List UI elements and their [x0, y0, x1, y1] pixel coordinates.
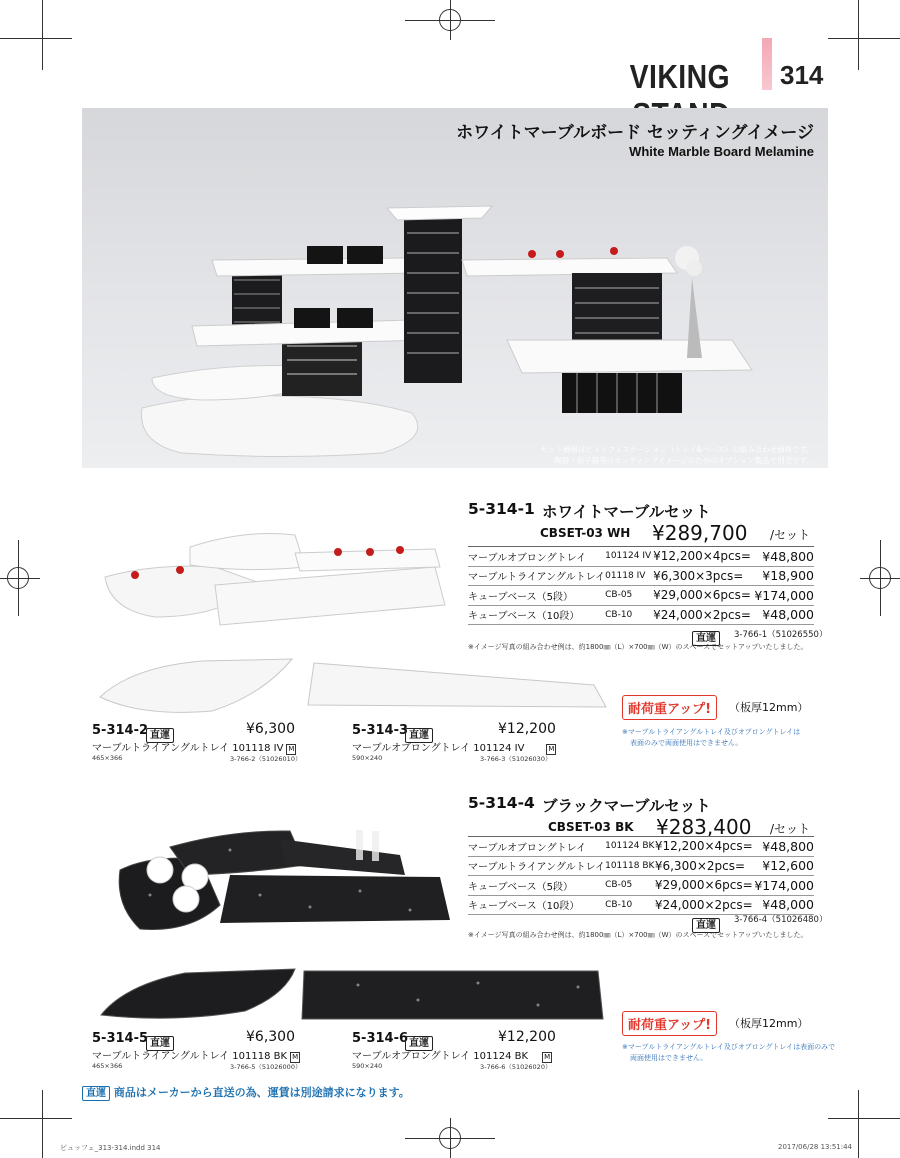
- page-number: 314: [780, 60, 824, 90]
- row-model: 01118 IV: [605, 566, 653, 586]
- item-3-direct: 直運: [405, 723, 433, 743]
- row-calc: ¥6,300×3pcs=: [653, 566, 754, 586]
- shipping-note-text: 商品はメーカーから直送の為、運賃は別途請求になります。: [113, 1086, 410, 1099]
- row-name: マーブルオブロングトレイ: [468, 837, 605, 857]
- item-6-ref: 3-766-6（51026020）: [480, 1063, 552, 1071]
- white-set-unit: /セット: [770, 528, 811, 542]
- black-thickness: （板厚12mm）: [729, 1017, 809, 1030]
- hero-subtitle: White Marble Board Melamine: [629, 144, 814, 159]
- row-calc: ¥12,200×4pcs=: [655, 837, 755, 857]
- row-total: ¥48,000: [754, 895, 814, 915]
- row-total: ¥48,800: [754, 547, 814, 567]
- black-set-note: ※イメージ写真の組み合わせ例は、約1800㎜（L）×700㎜（W）のスペースでセットアップいたしました。: [468, 931, 808, 939]
- row-calc: ¥29,000×6pcs=: [655, 876, 755, 896]
- black-direct-badge: 直運: [692, 913, 720, 933]
- row-name: キューブベース（5段）: [468, 586, 605, 606]
- item-2-size: 465×366: [92, 754, 123, 762]
- white-thickness: （板厚12mm）: [729, 701, 809, 714]
- table-row: [468, 605, 814, 625]
- table-row: [468, 837, 814, 857]
- white-triangle-tray-photo: [92, 655, 302, 717]
- black-triangle-tray-photo: [95, 965, 300, 1025]
- row-model: 101124 IV: [605, 547, 653, 567]
- row-calc: ¥29,000×6pcs=: [653, 586, 754, 606]
- white-set-table: [468, 546, 814, 625]
- black-oblong-tray-photo: [298, 965, 608, 1025]
- black-set-unit: /セット: [770, 822, 811, 836]
- item-2-ref: 3-766-2（51026010）: [230, 755, 302, 763]
- row-model: 101124 BK: [605, 837, 655, 857]
- black-set-model: CBSET-03 BK: [548, 820, 634, 834]
- item-6-direct: 直運: [405, 1031, 433, 1051]
- white-load-badge: 耐荷重アップ!: [622, 695, 717, 720]
- table-row: [468, 895, 814, 915]
- row-name: マーブルトライアングルトレイ: [468, 566, 605, 586]
- white-set-photo: [95, 525, 450, 635]
- black-load-note-1: ※マーブルトライアングルトレイ及びオブロングトレイは表面のみで: [622, 1043, 836, 1051]
- buffet-setting-illustration: [82, 108, 828, 468]
- white-set-name: ホワイトマーブルセット: [542, 503, 711, 521]
- white-set-note: ※イメージ写真の組み合わせ例は、約1800㎜（L）×700㎜（W）のスペースでセットアップいたしました。: [468, 643, 808, 651]
- accent-bar: [762, 38, 772, 90]
- row-calc: ¥12,200×4pcs=: [653, 547, 754, 567]
- hero-title: ホワイトマーブルボード セッティングイメージ: [456, 123, 814, 143]
- item-6-name: マーブルオブロングトレイ 101124 BK M: [352, 1051, 551, 1062]
- black-load-badge: 耐荷重アップ!: [622, 1011, 717, 1036]
- item-6-size: 590×240: [352, 1062, 383, 1070]
- row-total: ¥18,900: [754, 566, 814, 586]
- table-row: [468, 876, 814, 896]
- print-timestamp: 2017/06/28 13:51:44: [778, 1143, 853, 1151]
- table-row: [468, 566, 814, 586]
- item-2-code: 5-314-2: [92, 723, 149, 738]
- item-5-name: マーブルトライアングルトレイ 101118 BK M: [92, 1051, 299, 1062]
- table-row: [468, 586, 814, 606]
- table-row: [468, 856, 814, 876]
- hero-note-line-1: セット価格はビュッフェステーション（トレイ&ベース）の組み合わせ価格です。: [540, 445, 814, 454]
- row-name: キューブベース（5段）: [468, 876, 605, 896]
- brand-title: VIKING: [629, 58, 730, 95]
- black-set-code: 5-314-4: [468, 794, 535, 812]
- white-set-model: CBSET-03 WH: [540, 526, 631, 540]
- row-total: ¥12,600: [754, 856, 814, 876]
- black-catalog-ref: 3-766-4（51026480）: [734, 915, 828, 925]
- item-3-ref: 3-766-3（51026030）: [480, 755, 552, 763]
- black-set-photo: [110, 825, 455, 937]
- hero-note-line-2: 陶器・硝子器等はセッティングイメージのためのオプション製品で別売です。: [554, 456, 814, 465]
- item-2-price: ¥6,300: [246, 721, 295, 737]
- item-5-code: 5-314-5: [92, 1031, 149, 1046]
- black-set-name: ブラックマーブルセット: [542, 797, 711, 815]
- item-2-name: マーブルトライアングルトレイ 101118 IV M: [92, 743, 295, 754]
- file-name: ビュッフェ_313-314.indd 314: [60, 1144, 161, 1152]
- black-load-note-2: 両面使用はできません。: [630, 1054, 708, 1062]
- row-total: ¥174,000: [754, 876, 814, 896]
- black-set-price: ¥283,400: [656, 815, 752, 839]
- white-load-note-2: 表面のみで両面使用はできません。: [630, 739, 743, 747]
- row-model: 101118 BK: [605, 856, 655, 876]
- item-5-direct: 直運: [146, 1031, 174, 1051]
- white-set-code: 5-314-1: [468, 500, 535, 518]
- shipping-note: [82, 1084, 410, 1101]
- white-oblong-tray-photo: [304, 655, 614, 717]
- row-name: キューブベース（10段）: [468, 605, 605, 625]
- item-6-code: 5-314-6: [352, 1031, 409, 1046]
- hero-photo: [82, 108, 828, 468]
- row-calc: ¥6,300×2pcs=: [655, 856, 755, 876]
- row-total: ¥174,000: [754, 586, 814, 606]
- shipping-direct-badge: 直運: [82, 1086, 110, 1101]
- white-set-price: ¥289,700: [652, 521, 748, 545]
- item-5-ref: 3-766-5（51026000）: [230, 1063, 302, 1071]
- black-set-table: [468, 836, 814, 915]
- row-name: マーブルオブロングトレイ: [468, 547, 605, 567]
- row-calc: ¥24,000×2pcs=: [653, 605, 754, 625]
- item-5-price: ¥6,300: [246, 1029, 295, 1045]
- item-3-name: マーブルオブロングトレイ 101124 IV M: [352, 743, 555, 754]
- item-3-code: 5-314-3: [352, 723, 409, 738]
- row-total: ¥48,000: [754, 605, 814, 625]
- row-name: マーブルトライアングルトレイ: [468, 856, 605, 876]
- item-3-price: ¥12,200: [498, 721, 556, 737]
- row-model: CB-10: [605, 895, 655, 915]
- item-6-price: ¥12,200: [498, 1029, 556, 1045]
- table-row: [468, 547, 814, 567]
- item-3-size: 590×240: [352, 754, 383, 762]
- row-name: キューブベース（10段）: [468, 895, 605, 915]
- white-direct-badge: 直運: [692, 626, 720, 646]
- row-calc: ¥24,000×2pcs=: [655, 895, 755, 915]
- item-2-direct: 直運: [146, 723, 174, 743]
- item-5-size: 465×366: [92, 1062, 123, 1070]
- row-model: CB-05: [605, 876, 655, 896]
- row-model: CB-10: [605, 605, 653, 625]
- row-model: CB-05: [605, 586, 653, 606]
- white-catalog-ref: 3-766-1（51026550）: [734, 630, 828, 640]
- white-load-note-1: ※マーブルトライアングルトレイ及びオブロングトレイは: [622, 728, 801, 736]
- row-total: ¥48,800: [754, 837, 814, 857]
